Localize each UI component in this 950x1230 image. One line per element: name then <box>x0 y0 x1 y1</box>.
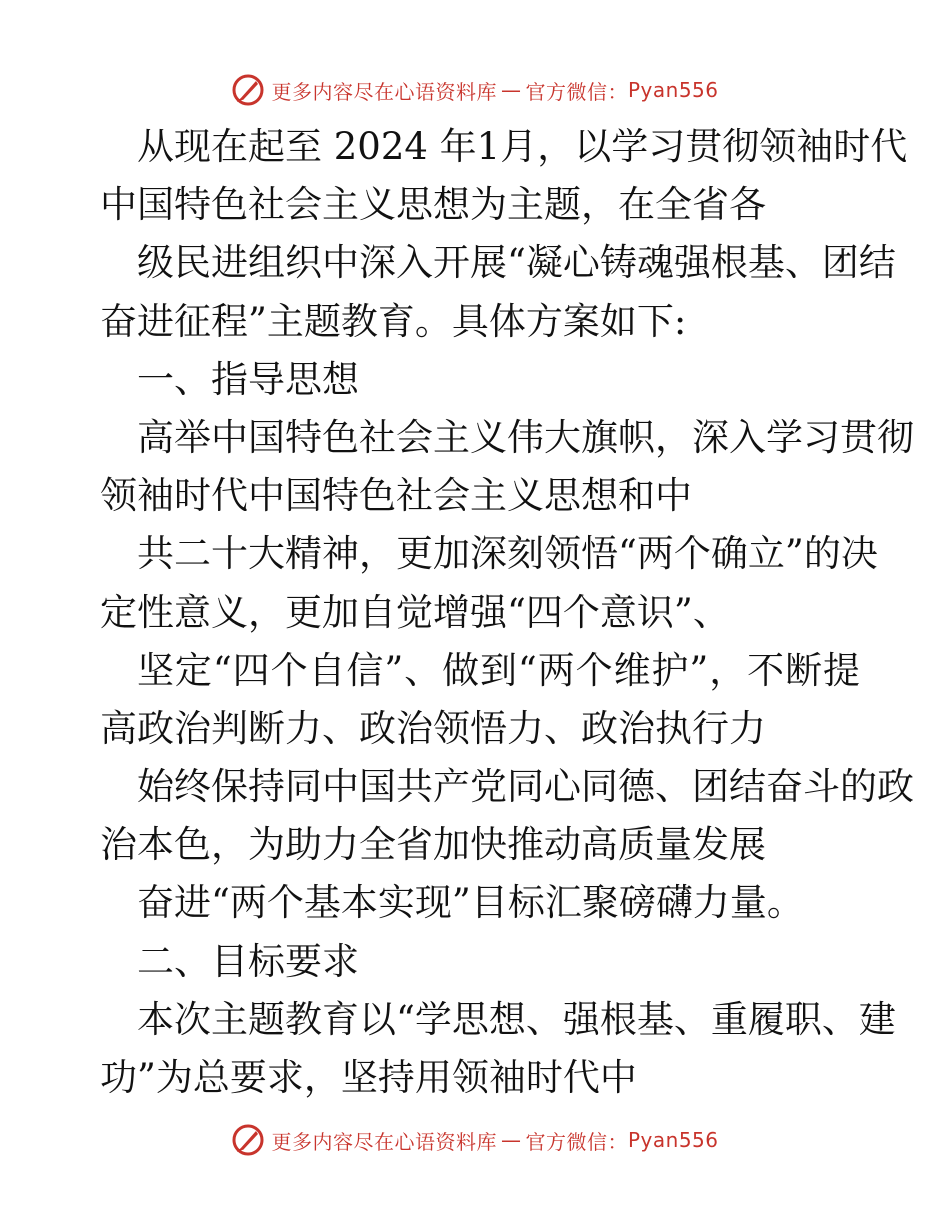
text-line: 坚定“四个自信”、做到“两个维护”，不断提 <box>137 648 860 692</box>
text-line: 高举中国特色社会主义伟大旗帜，深入学习贯彻 <box>137 415 914 459</box>
watermark-account: Pyan556 <box>627 1128 719 1152</box>
text-line: 共二十大精神，更加深刻领悟“两个确立”的决 <box>137 532 878 576</box>
section-heading: 一、指导思想 <box>137 357 359 401</box>
quill-seal-icon <box>231 1123 265 1157</box>
document-body <box>100 118 914 1107</box>
text-line: 功”为总要求，坚持用领袖时代中 <box>100 1056 637 1099</box>
watermark-separator: — <box>500 78 522 102</box>
text-line: 定性意义，更加自觉增强“四个意识”、 <box>100 590 730 634</box>
text-line: 本次主题教育以“学思想、强根基、重履职、建 <box>137 997 896 1041</box>
text-line: 中国特色社会主义思想为主题，在全省各 <box>100 183 766 227</box>
watermark-contact-text: 官方微信： <box>525 1129 628 1154</box>
section-heading: 二、目标要求 <box>137 939 359 983</box>
text-line: 级民进组织中深入开展“凝心铸魂强根基、团结 <box>137 241 896 285</box>
text-line: 奋进“两个基本实现”目标汇聚磅礴力量。 <box>137 881 804 925</box>
quill-seal-icon <box>231 73 265 107</box>
text-line: 从现在起至 2024 年1月，以学习贯彻领袖时代 <box>137 125 908 168</box>
text-line: 始终保持同中国共产党同心同德、团结奋斗的政 <box>137 765 914 809</box>
text-line: 高政治判断力、政治领悟力、政治执行力 <box>100 706 766 750</box>
text-line: 奋进征程”主题教育。具体方案如下: <box>100 299 687 343</box>
text-line: 治本色，为助力全省加快推动高质量发展 <box>100 823 766 867</box>
watermark-site-text: 更多内容尽在心语资料库 <box>271 1129 497 1154</box>
text-line: 领袖时代中国特色社会主义思想和中 <box>100 474 692 518</box>
watermark-site-text: 更多内容尽在心语资料库 <box>271 79 497 104</box>
footer-watermark <box>0 1120 950 1160</box>
header-watermark <box>0 70 950 110</box>
watermark-contact-text: 官方微信： <box>525 79 628 104</box>
watermark-separator: — <box>500 1128 522 1152</box>
watermark-account: Pyan556 <box>627 78 719 102</box>
